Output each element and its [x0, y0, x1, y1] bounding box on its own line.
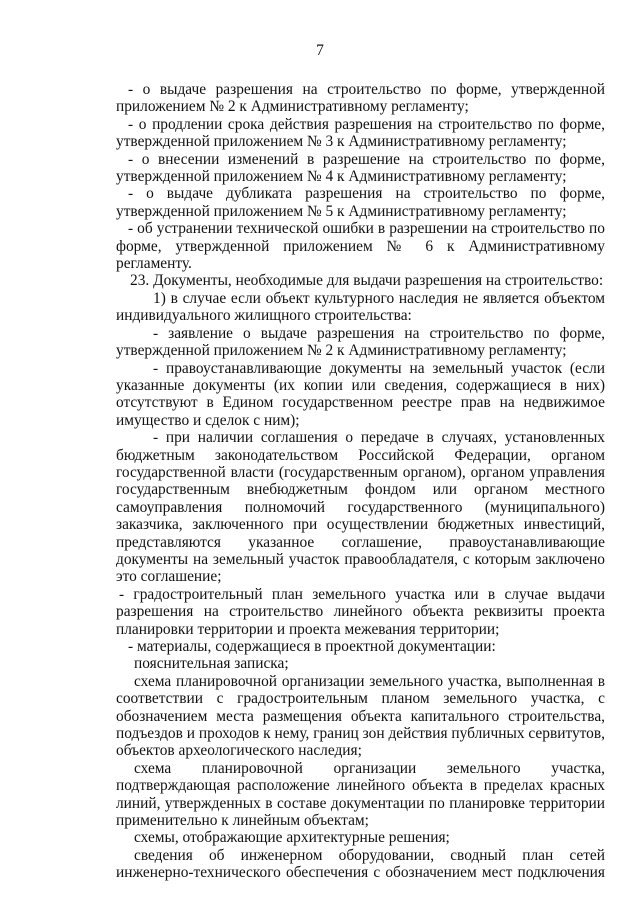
paragraph-form-extension: - о продлении срока действия разрешения на строительство по форме, утвержденной приложением № 3 к Административному регламенту; — [116, 115, 605, 151]
paragraph-form-issue: - о выдаче разрешения на строительство по форме, утвержденной приложением № 2 к Административному регламенту; — [116, 81, 605, 116]
paragraph-application: - заявление о выдаче разрешения на строительство по форме, утвержденной приложением № 2 к Административному регламенту; — [116, 324, 605, 360]
paragraph-title-documents: - правоустанавливающие документы на земельный участок (если указанные документы (их копии или сведения, содержащиеся в них) отсутствуют в Едином государственном реестре прав на недвижимое имущество и сделок с ним); — [116, 359, 605, 429]
paragraph-item-1: 1) в случае если объект культурного наследия не является объектом индивидуального жилищного строительства: — [116, 289, 605, 325]
paragraph-agreement: - при наличии соглашения о передаче в случаях, установленных бюджетным законодательством Российской Федерации, органом государственной власти (государственным органом), органом управления государственным внебюджетным фондом или органом местного самоуправления полномочий государственного (муниципального) заказчика, заключенного при осуществлении бюджетных инвестиций, представляются указанное соглашение, правоустанавливающие документы на земельный участок правообладателя, с которым заключено это соглашение; — [116, 429, 605, 586]
paragraph-explanatory-note: пояснительная записка; — [134, 655, 289, 673]
page-number: 7 — [316, 42, 324, 59]
paragraph-form-error-correction: - об устранении технической ошибки в разрешении на строительство по форме, утвержденной приложением № 6 к Административному регламенту. — [116, 220, 605, 273]
paragraph-engineering-equipment: сведения об инженерном оборудовании, сводный план сетей инженерно-технического обеспечения с обозначением мест подключения — [116, 846, 605, 882]
paragraph-architectural-schemes: схемы, отображающие архитектурные решения; — [134, 829, 450, 847]
paragraph-linear-object-plan: схема планировочной организации земельного участка, подтверждающая расположение линейного объекта в пределах красных линий, утвержденных в составе документации по планировке территории применительно к линейным объектам; — [116, 759, 605, 830]
paragraph-design-materials: - материалы, содержащиеся в проектной документации: — [128, 638, 496, 655]
paragraph-site-plan: схема планировочной организации земельного участка, выполненная в соответствии с градостроительным планом земельного участка, с обозначением места размещения объекта капитального строительства, подъездов и проходов к нему, границ зон действия публичных сервитутов, объектов археологического наследия; — [116, 672, 605, 760]
document-body — [116, 81, 605, 882]
paragraph-urban-plan: - градостроительный план земельного участка или в случае выдачи разрешения на строительство линейного объекта реквизиты проекта планировки территории и проекта межевания территории; — [116, 585, 605, 638]
paragraph-form-amendment: - о внесении изменений в разрешение на строительство по форме, утвержденной приложением № 4 к Административному регламенту; — [116, 150, 605, 186]
paragraph-section-23: 23. Документы, необходимые для выдачи разрешения на строительство: — [130, 272, 604, 290]
paragraph-form-duplicate: - о выдаче дубликата разрешения на строительство по форме, утвержденной приложением № 5 к Административному регламенту; — [116, 185, 605, 220]
